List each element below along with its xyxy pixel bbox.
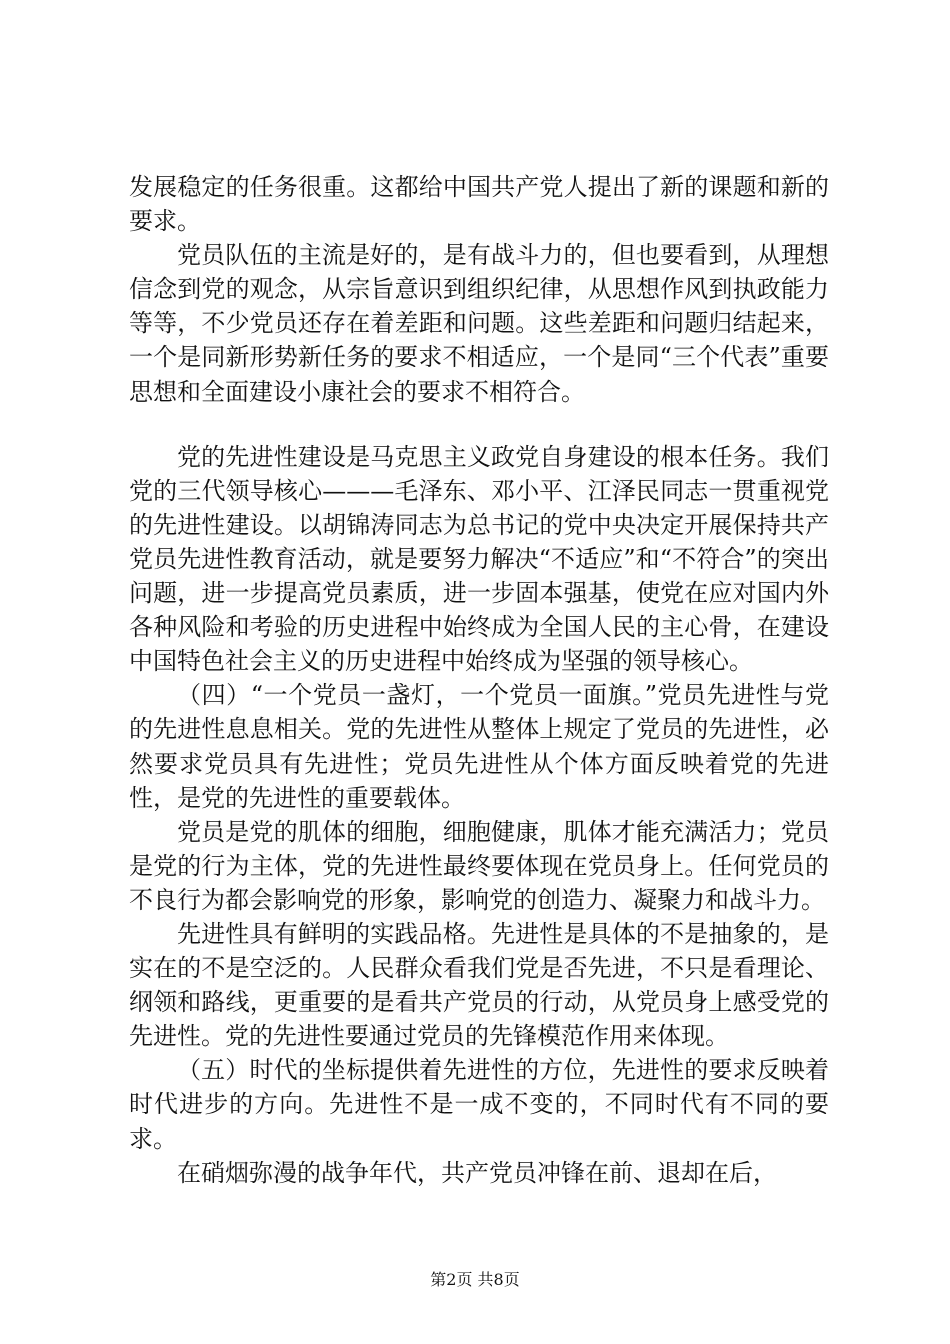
paragraph-3: 党的先进性建设是马克思主义政党自身建设的根本任务。我们党的三代领导核心———毛泽东、邓小平、江泽民同志一贯重视党的先进性建设。以胡锦涛同志为总书记的党中央决定开展保持共产党员先进性教育活动，就是要努力解决“不适应”和“不符合”的突出问题，进一步提高党员素质，进一步固本强基，使党在应对国内外各种风险和考验的历史进程中始终成为全国人民的主心骨，在建设中国特色社会主义的历史进程中始终成为坚强的领导核心。 bbox=[129, 442, 829, 676]
paragraph-6: 先进性具有鲜明的实践品格。先进性是具体的不是抽象的，是实在的不是空泛的。人民群众看我们党是否先进，不只是看理论、纲领和路线，更重要的是看共产党员的行动，从党员身上感受党的先进性。党的先进性要通过党员的先锋模范作用来体现。 bbox=[129, 919, 829, 1051]
paragraph-5: 党员是党的肌体的细胞，细胞健康，肌体才能充满活力；党员是党的行为主体，党的先进性最终要体现在党员身上。任何党员的不良行为都会影响党的形象，影响党的创造力、凝聚力和战斗力。 bbox=[129, 817, 829, 914]
document-body bbox=[129, 170, 829, 1190]
page-footer: 第2页 共8页 bbox=[430, 1270, 520, 1289]
paragraph-1: 发展稳定的任务很重。这都给中国共产党人提出了新的课题和新的要求。 bbox=[129, 173, 829, 236]
paragraph-4: （四）“一个党员一盏灯，一个党员一面旗。”党员先进性与党的先进性息息相关。党的先进性从整体上规定了党员的先进性，必然要求党员具有先进性；党员先进性从个体方面反映着党的先进性，是党的先进性的重要载体。 bbox=[129, 681, 829, 812]
paragraph-7: （五）时代的坐标提供着先进性的方位，先进性的要求反映着时代进步的方向。先进性不是一成不变的，不同时代有不同的要求。 bbox=[129, 1056, 829, 1153]
paragraph-8: 在硝烟弥漫的战争年代，共产党员冲锋在前、退却在后， bbox=[177, 1158, 777, 1187]
paragraph-2: 党员队伍的主流是好的，是有战斗力的，但也要看到，从理想信念到党的观念，从宗旨意识到组织纪律，从思想作风到执政能力等等，不少党员还存在着差距和问题。这些差距和问题归结起来，一个是同新形势新任务的要求不相适应，一个是同“三个代表”重要思想和全面建设小康社会的要求不相符合。 bbox=[129, 241, 829, 406]
